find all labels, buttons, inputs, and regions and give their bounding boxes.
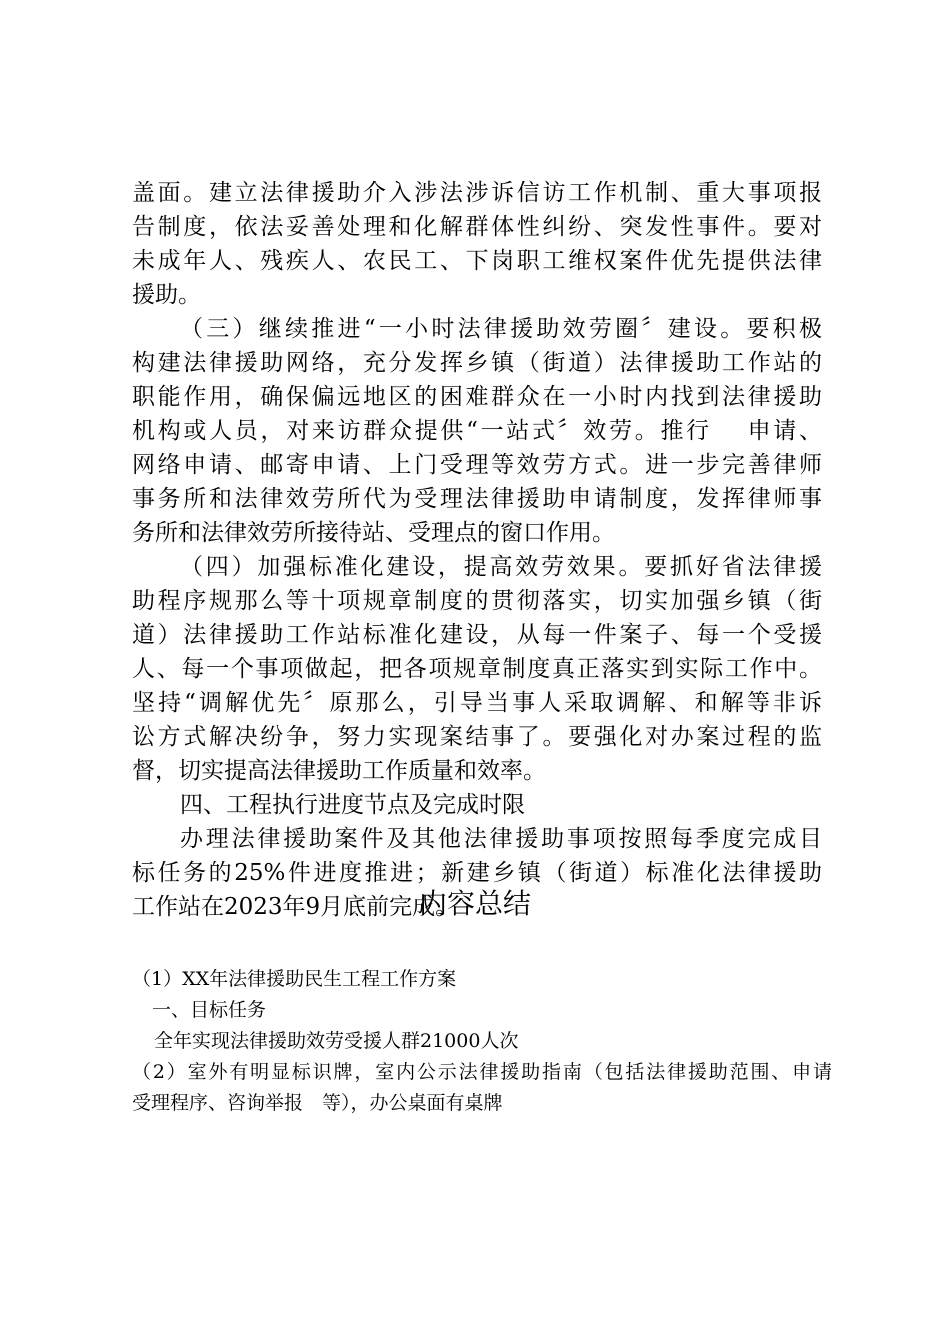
body-line: 人、每一个事项做起，把各项规章制度真正落实到实际工作中。 [132,656,822,682]
summary-line: （1）XX年法律援助民生工程工作方案 [132,968,457,990]
body-line: 办理法律援助案件及其他法律援助事项按照每季度完成目 [180,826,822,852]
summary-line: 受理程序、咨询举报 等），办公桌面有桌牌 [132,1092,503,1114]
body-line: 事务所和法律效劳所代为受理法律援助申请制度，发挥律师事 [132,486,822,512]
body-line: 告制度，依法妥善处理和化解群体性纠纷、突发性事件。要对 [132,214,822,240]
summary-section [132,964,832,1119]
body-line: 务所和法律效劳所接待站、受理点的窗口作用。 [132,520,615,546]
body-line: 机构或人员，对来访群众提供“一站式〞效劳。推行 申请、 [132,418,822,444]
section-heading-four: 四、工程执行进度节点及完成时限 [180,792,525,818]
body-line: 援助。 [132,282,201,308]
body-line: 未成年人、残疾人、农民工、下岗职工维权案件优先提供法律 [132,248,822,274]
summary-line: （2）室外有明显标识牌，室内公示法律援助指南（包括法律援助范围、申请 [132,1061,832,1083]
body-line: 道）法律援助工作站标准化建设，从每一件案子、每一个受援 [132,622,822,648]
summary-line: 一、目标任务 [152,999,267,1021]
body-line: 盖面。建立法律援助介入涉法涉诉信访工作机制、重大事项报 [132,180,822,206]
body-line: 督，切实提高法律援助工作质量和效率。 [132,758,546,784]
body-line: 构建法律援助网络，充分发挥乡镇（街道）法律援助工作站的 [132,350,822,376]
body-line: 助程序规那么等十项规章制度的贯彻落实，切实加强乡镇（街 [132,588,822,614]
body-line: 标任务的25%件进度推进；新建乡镇（街道）标准化法律援助 [132,860,822,886]
body-line: 坚持“调解优先〞原那么，引导当事人采取调解、和解等非诉 [132,690,822,716]
summary-line: 全年实现法律援助效劳受援人群21000人次 [154,1030,519,1052]
body-line: 工作站在2023年9月底前完成。 [132,894,459,920]
document-body [132,176,822,924]
body-line: 网络申请、邮寄申请、上门受理等效劳方式。进一步完善律师 [132,452,822,478]
section-heading-3: （三）继续推进“一小时法律援助效劳圈〞建设。要积极 [180,316,822,342]
summary-title: 内容总结 [418,887,531,920]
body-line: 讼方式解决纷争，努力实现案结事了。要强化对办案过程的监 [132,724,822,750]
body-line: 职能作用，确保偏远地区的困难群众在一小时内找到法律援助 [132,384,822,410]
section-heading-4: （四）加强标准化建设，提高效劳效果。要抓好省法律援 [180,554,822,580]
